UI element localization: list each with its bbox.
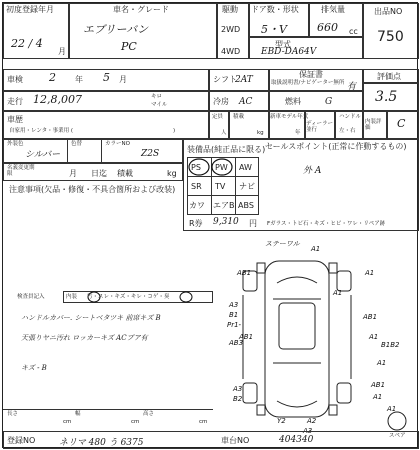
history-label: 車歴	[7, 115, 23, 124]
warranty-value: 有	[347, 82, 357, 92]
color-no-value: Z2S	[141, 149, 160, 159]
length-label: 長さ	[7, 411, 19, 417]
fuel-value: G	[325, 97, 333, 107]
color-no-label: カラーNO	[105, 141, 130, 147]
car-name-label: 車名・グレード	[113, 5, 169, 14]
width-cm: cm	[131, 419, 140, 425]
mark-a2: A2	[307, 417, 317, 425]
color-change-label: 色替	[71, 141, 83, 147]
lot-value: 750	[377, 29, 404, 45]
recycle-label: 積載	[117, 169, 133, 178]
day-unit: 日迄	[91, 169, 107, 178]
mark-ab1-right: AB1	[363, 313, 378, 321]
door-label: ドア数・形状	[251, 5, 299, 14]
mark-a1-mid: A1	[369, 333, 379, 341]
ac-label: 冷房	[213, 97, 229, 106]
handle-label: ハンドル	[339, 114, 362, 120]
opt-leather: カワ	[189, 201, 205, 210]
warranty-sub: 取扱説明書/ナビゲーター無所	[271, 80, 345, 86]
deadline-label: 名義変更期限	[7, 165, 35, 177]
reg-no-value: ネリマ 480 う 6375	[59, 438, 144, 448]
spare-label: スペア	[389, 433, 406, 439]
mark-s-kare: ステーワル	[265, 240, 300, 248]
mark-pr1: Pr1-	[227, 321, 242, 329]
notes-label: 注意事項(欠品・修復・不具合箇所および改装)	[9, 185, 176, 194]
displacement-label: 排気量	[321, 5, 345, 14]
door-value: 5・V	[261, 23, 287, 36]
opt-tv: TV	[215, 182, 226, 191]
equipment-title: 装備品(純正品に限る)	[187, 145, 266, 154]
model-label: 型式	[275, 40, 291, 49]
mileage-label: 走行	[7, 97, 23, 106]
inspector-line-1: ハンドルカバー. シートベタツキ 前席キズ B	[21, 314, 161, 322]
opt-sr: SR	[191, 182, 202, 191]
drive-2wd: 2WD	[221, 25, 241, 34]
mark-a3-b: A3	[303, 427, 313, 435]
model-value: EBD-DA64V	[261, 47, 317, 57]
shaken-month-unit: 月	[119, 75, 127, 84]
opt-ps: PS	[191, 163, 201, 172]
length-cm: cm	[63, 419, 72, 425]
fuel-label: 燃料	[285, 97, 301, 106]
shift-label: シフト	[213, 75, 237, 84]
mark-a1-bot: A1	[373, 393, 383, 401]
r-unit: 円	[249, 219, 257, 228]
mark-a1-right: A1	[333, 289, 343, 297]
first-reg-label: 初度登録年月	[6, 5, 54, 14]
mileage-value: 12,8,007	[33, 93, 82, 106]
inspector-interior-opts: 汚・スレ・キズ・キレ・コゲ・臭	[87, 294, 170, 300]
mark-a1-top: A1	[311, 245, 321, 253]
sales-note: 外 A	[303, 166, 322, 176]
capacity-label: 定員	[212, 114, 224, 120]
auction-sheet	[2, 2, 418, 448]
new-model-label: 新車モデル年式	[270, 114, 309, 120]
load-label: 積載	[233, 114, 245, 120]
inspector-interior-label: 内装	[66, 294, 78, 300]
mark-b1b2: B1B2	[381, 341, 400, 349]
reg-no-label: 登録NO	[7, 436, 36, 445]
mark-ab3: AB3	[229, 339, 244, 347]
mark-ab1-bot: AB1	[371, 381, 386, 389]
mark-a3: A3	[229, 301, 239, 309]
width-label: 幅	[75, 411, 81, 417]
shaken-label: 車検	[7, 75, 23, 84]
height-label: 高さ	[143, 411, 155, 417]
mark-ab1-mid: AB1	[239, 333, 254, 341]
shaken-year: 2	[49, 71, 56, 84]
displacement-value: 660	[317, 21, 338, 34]
mark-a1-right2: A1	[377, 359, 387, 367]
lot-label: 出品NO	[374, 7, 403, 16]
handle-value: 左・右	[339, 128, 356, 134]
mark-ab1-left: AB1	[237, 269, 252, 277]
chassis-value: 404340	[279, 435, 314, 445]
displacement-unit: cc	[349, 27, 358, 36]
warranty-label: 保証書	[299, 70, 323, 79]
mark-b2: B2	[233, 395, 243, 403]
mark-b1: B1	[229, 311, 239, 319]
shaken-year-unit: 年	[75, 75, 83, 84]
exterior-value: シルバー	[25, 150, 61, 160]
car-diagram	[3, 3, 419, 449]
mark-a3-bot: A3	[233, 385, 243, 393]
month-unit: 月	[69, 169, 77, 178]
height-cm: cm	[199, 419, 208, 425]
mileage-unit-bottom: マイル	[151, 102, 168, 108]
opt-aw: AW	[239, 163, 252, 172]
interior-label: 内装評価	[365, 119, 382, 131]
shaken-month: 5	[103, 71, 110, 84]
inspector-label: 検査員記入	[17, 294, 45, 300]
interior-value: C	[397, 117, 406, 130]
opt-pw: PW	[215, 163, 228, 172]
score-value: 3.5	[375, 89, 398, 105]
r-label: R券	[189, 219, 203, 228]
score-label: 評価点	[377, 72, 401, 81]
sales-title: セールスポイント(正常に作動するもの)	[265, 142, 407, 151]
first-reg-unit: 月	[58, 47, 66, 56]
r-value: 9,310	[213, 217, 239, 227]
new-model-unit: 年	[295, 130, 301, 136]
first-reg-value: 22 / 4	[11, 37, 43, 50]
opt-airbag: エアB	[213, 201, 235, 210]
capacity-unit: 人	[221, 130, 227, 136]
inspector-line-2: 天張りヤニ汚れ ロッカーキズ ACプア有	[21, 334, 148, 342]
drive-4wd: 4WD	[221, 47, 241, 56]
mileage-unit-top: キロ	[151, 94, 163, 100]
drive-label: 駆動	[222, 5, 238, 14]
history-sub: 自家用・レンタ・事業用 (	[9, 128, 74, 134]
grade-value: PC	[121, 40, 137, 53]
dealer-label: ディーラー並行	[306, 121, 334, 133]
ac-value: AC	[239, 97, 253, 107]
mark-a1-topr: A1	[365, 269, 375, 277]
inspector-line-3: キズ - B	[21, 364, 47, 372]
history-close: )	[173, 128, 176, 134]
opt-navi: ナビ	[239, 182, 255, 191]
chassis-label: 車台NO	[221, 436, 250, 445]
load-unit: kg	[257, 130, 264, 136]
dimensions-top-line	[3, 409, 213, 410]
car-name-value: エブリーバン	[83, 23, 149, 36]
equipment-footer: Fガラス・トビ石・キズ・ヒビ・ワレ・リペア跡	[267, 221, 386, 227]
kg-unit: kg	[167, 169, 177, 178]
opt-abs: ABS	[238, 201, 254, 210]
mark-y2: Y2	[277, 417, 286, 425]
shift-value: 2AT	[235, 75, 253, 85]
mark-a1-br: A1	[387, 405, 397, 413]
exterior-label: 外装色	[7, 141, 24, 147]
